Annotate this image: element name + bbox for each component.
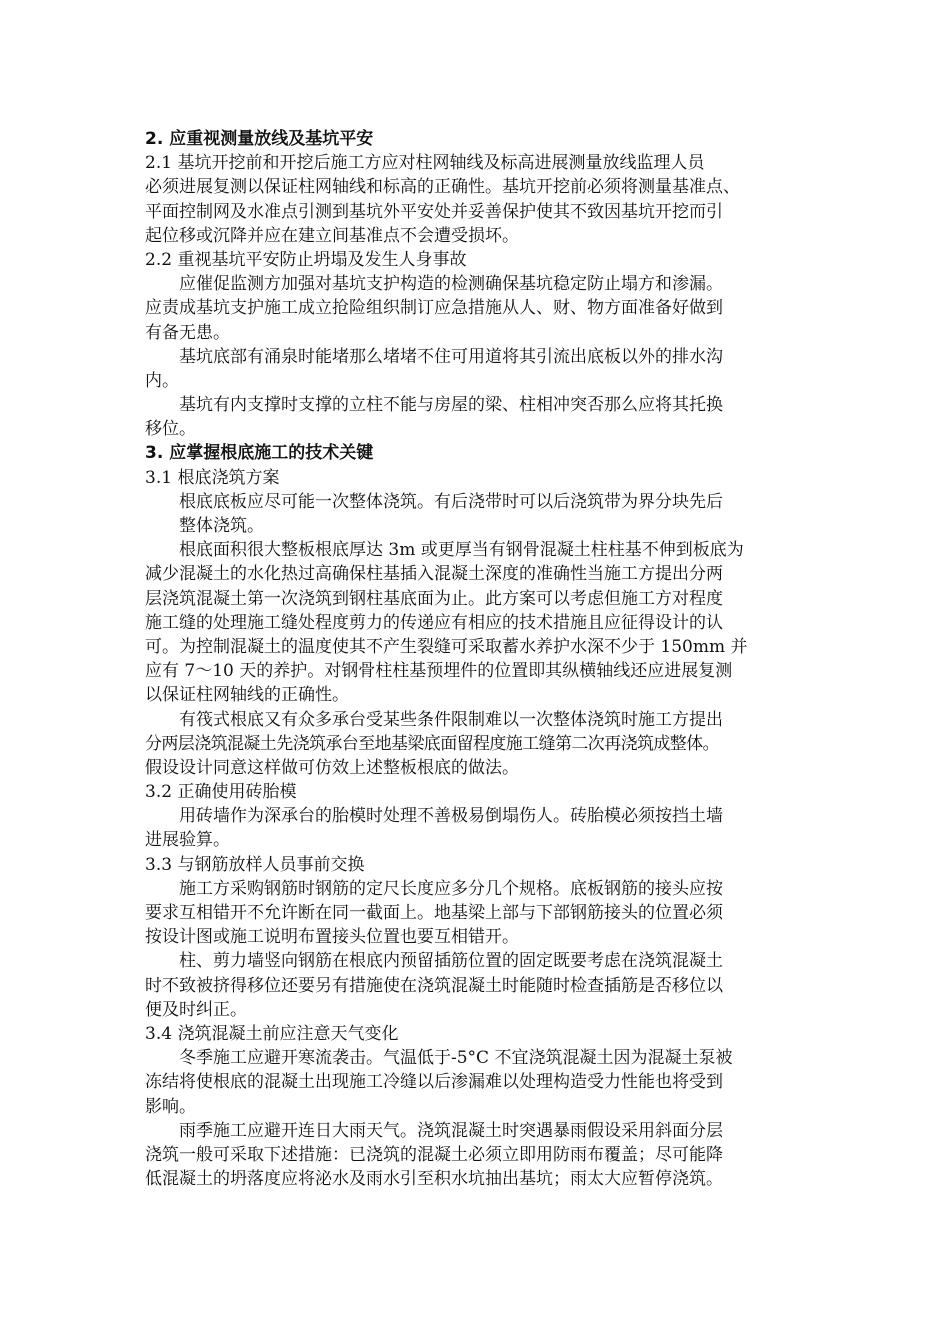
text-line: 柱、剪力墙竖向钢筋在根底内预留插筋位置的固定既要考虑在浇筑混凝土	[179, 951, 723, 972]
document-page	[145, 127, 835, 1191]
text-line: 有备无患。	[145, 322, 230, 343]
text-line: 应有 7～10 天的养护。对钢骨柱柱基预埋件的位置即其纵横轴线还应进展复测	[145, 661, 733, 682]
text-line: 分两层浇筑混凝土先浇筑承台至地基梁底面留程度施工缝第二次再浇筑成整体。	[145, 733, 719, 754]
text-line: 以保证柱网轴线的正确性。	[145, 685, 349, 706]
text-line: 基坑底部有涌泉时能堵那么堵堵不住可用道将其引流出底板以外的排水沟	[179, 346, 723, 367]
text-line: 3.3 与钢筋放样人员事前交换	[145, 854, 365, 875]
text-line: 冻结将使根底的混凝土出现施工冷缝以后渗漏难以处理构造受力性能也将受到	[145, 1072, 723, 1093]
section-heading: 3. 应掌握根底施工的技术关键	[145, 443, 374, 464]
text-line: 应催促监测方加强对基坑支护构造的检测确保基坑稳定防止塌方和渗漏。	[179, 274, 723, 295]
text-line: 根底底板应尽可能一次整体浇筑。有后浇带时可以后浇筑带为界分块先后	[179, 491, 723, 512]
text-line: 减少混凝土的水化热过高确保柱基插入混凝土深度的准确性当施工方提出分两	[145, 564, 723, 585]
text-line: 冬季施工应避开寒流袭击。气温低于-5°C 不宜浇筑混凝土因为混凝土泵被	[179, 1048, 733, 1069]
section-heading: 2. 应重视测量放线及基坑平安	[145, 129, 374, 149]
text-line: 3.4 浇筑混凝土前应注意天气变化	[145, 1023, 399, 1044]
text-line: 按设计图或施工说明布置接头位置也要互相错开。	[145, 927, 519, 948]
text-line: 起位移或沉降并应在建立间基准点不会遭受损坏。	[145, 225, 519, 246]
text-line: 进展验算。	[145, 830, 230, 851]
text-line: 施工缝的处理施工缝处程度剪力的传递应有相应的技术措施且应征得设计的认	[145, 612, 723, 633]
text-line: 移位。	[145, 419, 196, 440]
text-line: 用砖墙作为深承台的胎模时处理不善极易倒塌伤人。砖胎模必须按挡土墙	[179, 806, 723, 827]
text-line: 施工方采购钢筋时钢筋的定尺长度应多分几个规格。底板钢筋的接头应按	[179, 878, 723, 899]
text-line: 应责成基坑支护施工成立抢险组织制订应急措施从人、财、物方面准备好做到	[145, 298, 723, 319]
text-line: 根底面积很大整板根底厚达 3m 或更厚当有钢骨混凝土柱柱基不伸到板底为	[179, 540, 744, 561]
text-line: 低混凝土的坍落度应将泌水及雨水引至积水坑抽出基坑；雨太大应暂停浇筑。	[145, 1169, 723, 1190]
text-line: 便及时纠正。	[145, 999, 247, 1020]
text-line: 2.2 重视基坑平安防止坍塌及发生人身事故	[145, 249, 467, 270]
text-line: 时不致被挤得移位还要另有措施使在浇筑混凝土时能随时检查插筋是否移位以	[145, 975, 723, 996]
text-line: 层浇筑混凝土第一次浇筑到钢柱基底面为止。此方案可以考虑但施工方对程度	[145, 588, 723, 609]
text-line: 内。	[145, 370, 179, 391]
text-line: 假设设计同意这样做可仿效上述整板根底的做法。	[145, 757, 519, 778]
text-line: 基坑有内支撑时支撑的立柱不能与房屋的梁、柱相冲突否那么应将其托换	[179, 395, 723, 416]
text-line: 整体浇筑。	[179, 516, 264, 536]
text-line: 平面控制网及水准点引测到基坑外平安处并妥善保护使其不致因基坑开挖而引	[145, 201, 723, 222]
text-line: 3.2 正确使用砖胎模	[145, 782, 297, 803]
text-line: 可。为控制混凝土的温度使其不产生裂缝可采取蓄水养护水深不少于 150mm 并	[145, 636, 748, 657]
text-line: 有筏式根底又有众多承台受某些条件限制难以一次整体浇筑时施工方提出	[179, 709, 723, 730]
text-line: 3.1 根底浇筑方案	[145, 467, 280, 488]
text-line: 浇筑一般可采取下述措施：已浇筑的混凝土必须立即用防雨布覆盖；尽可能降	[145, 1144, 723, 1165]
text-line: 雨季施工应避开连日大雨天气。浇筑混凝土时突遇暴雨假设采用斜面分层	[179, 1120, 723, 1141]
text-line: 2.1 基坑开挖前和开挖后施工方应对柱网轴线及标高进展测量放线监理人员	[145, 153, 705, 174]
text-line: 影响。	[145, 1096, 196, 1117]
text-line: 必须进展复测以保证柱网轴线和标高的正确性。基坑开挖前必须将测量基准点、	[145, 177, 740, 198]
text-line: 要求互相错开不允许断在同一截面上。地基梁上部与下部钢筋接头的位置必须	[145, 903, 723, 923]
